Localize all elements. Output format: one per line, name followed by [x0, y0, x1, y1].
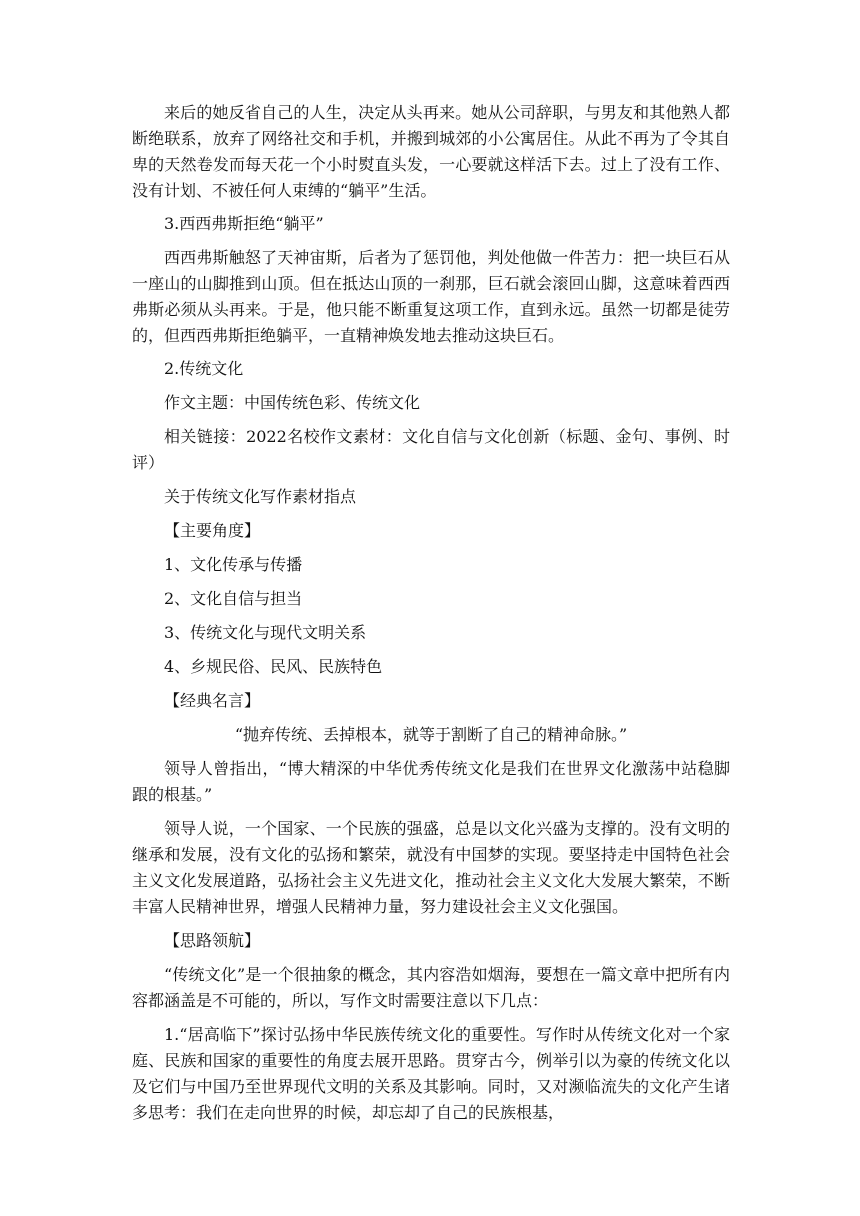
guide-point-1: 1.“居高临下”探讨弘扬中华民族传统文化的重要性。写作时从传统文化对一个家庭、民族和国家的重要性的角度去展开思路。贯穿古今，例举引以为豪的传统文化以及它们与中国乃至世界现代文明的关系及其影响。同时，又对濒临流失的文化产生诸多思考：我们在走向世界的时候，却忘却了自己的民族根基， — [132, 1025, 730, 1122]
document-body — [132, 100, 730, 1134]
section-thinking-guide: 【思路领航】 — [164, 931, 261, 950]
guide-intro: “传统文化”是一个很抽象的概念，其内容浩如烟海，要想在一篇文章中把所有内容都涵盖是不可能的，所以，写作文时需要注意以下几点： — [132, 965, 730, 1010]
paragraph-continuation-tangping: 来后的她反省自己的人生，决定从头再来。她从公司辞职，与男友和其他熟人都断绝联系，放弃了网络社交和手机，并搬到城郊的小公寓居住。从此不再为了令其自卑的天然卷发而每天花一个小时熨直头发，一心要就这样活下去。过上了没有工作、没有计划、不被任何人束缚的“躺平”生活。 — [132, 103, 730, 200]
angle-item-1: 1、文化传承与传播 — [164, 555, 303, 574]
quote-paragraph-2: 领导人说，一个国家、一个民族的强盛，总是以文化兴盛为支撑的。没有文明的继承和发展，没有文化的弘扬和繁荣，就没有中国梦的实现。要坚持走中国特色社会主义文化发展道路，弘扬社会主义先进文化，推动社会主义文化大发展大繁荣，不断丰富人民精神世界，增强人民精神力量，努力建设社会主义文化强国。 — [132, 819, 730, 916]
heading-traditional-culture: 2.传统文化 — [164, 359, 244, 378]
section-main-angles: 【主要角度】 — [164, 521, 261, 540]
essay-theme: 作文主题：中国传统色彩、传统文化 — [164, 393, 421, 412]
heading-sisyphus: 3.西西弗斯拒绝“躺平” — [164, 214, 324, 233]
related-link: 相关链接：2022名校作文素材：文化自信与文化创新（标题、金句、事例、时评） — [132, 427, 730, 472]
guidance-title: 关于传统文化写作素材指点 — [164, 487, 357, 506]
paragraph-sisyphus: 西西弗斯触怒了天神宙斯，后者为了惩罚他，判处他做一件苦力：把一块巨石从一座山的山脚推到山顶。但在抵达山顶的一刹那，巨石就会滚回山脚，这意味着西西弗斯必须从头再来。于是，他只能不断重复这项工作，直到永远。虽然一切都是徒劳的，但西西弗斯拒绝躺平，一直精神焕发地去推动这块巨石。 — [132, 248, 730, 345]
angle-item-4: 4、乡规民俗、民风、民族特色 — [164, 657, 383, 676]
quote-paragraph-1: 领导人曾指出，“博大精深的中华优秀传统文化是我们在世界文化激荡中站稳脚跟的根基。” — [132, 759, 730, 804]
angle-item-2: 2、文化自信与担当 — [164, 589, 303, 608]
section-classic-quotes: 【经典名言】 — [164, 691, 261, 710]
angle-item-3: 3、传统文化与现代文明关系 — [164, 623, 367, 642]
quote-centered: “抛弃传统、丢掉根本，就等于割断了自己的精神命脉。” — [234, 725, 628, 744]
